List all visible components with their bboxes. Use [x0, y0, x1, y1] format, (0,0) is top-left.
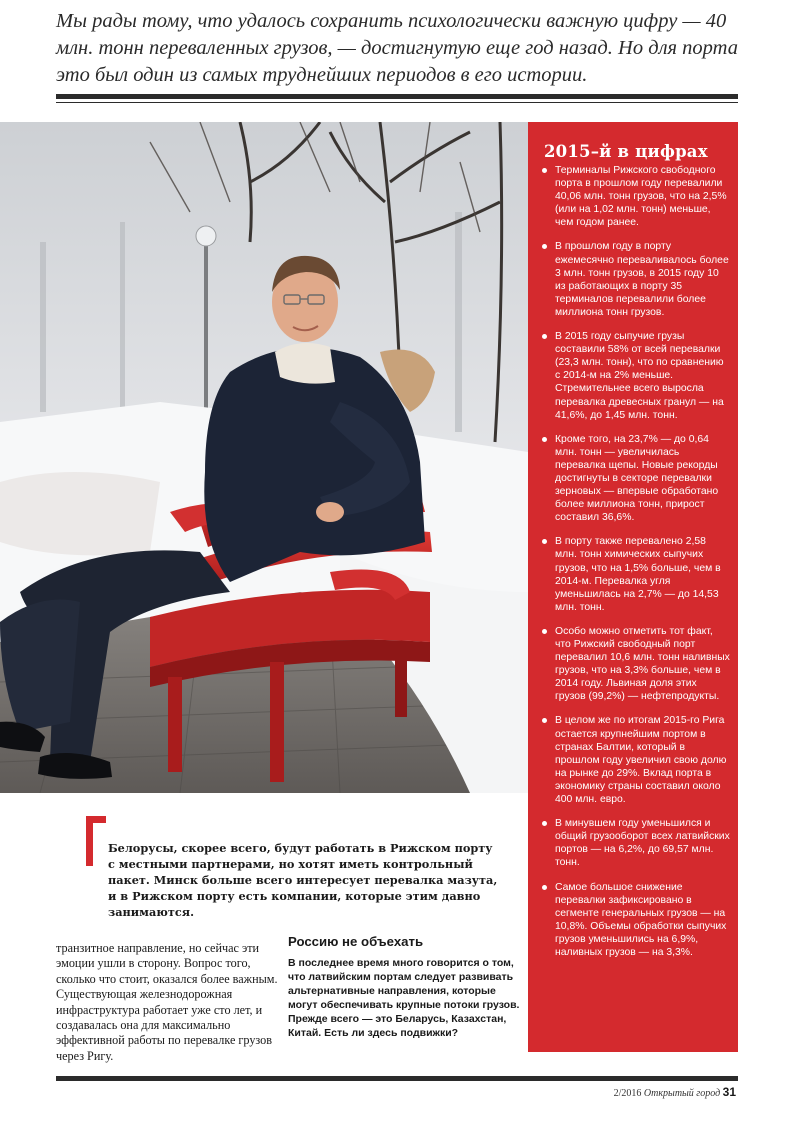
list-item: Терминалы Рижского свободного порта в прошлом году перевалили 40,06 млн. тонн грузов, что на 2,5% (или на 1,02 млн. тонн) меньше, чем годом ранее. — [540, 164, 730, 229]
facts-list — [540, 164, 730, 970]
list-item: В минувшем году уменьшился и общий грузооборот всех латвийских портов — на 6,2%, до 69,57 млн. тонн. — [540, 817, 730, 869]
body-text-left: транзитное направление, но сейчас эти эмоции ушли в сторону. Вопрос того, сколько что стоит, оказался более важным. Существующая железнодорожная инфраструктура работает уже сто лет, и создавалась она для максимально эффективной работы по перевалке грузов через Ригу. — [56, 941, 278, 1063]
sidebar-title: 2015–й в цифрах — [544, 142, 708, 161]
issue-number: 2/2016 — [613, 1088, 642, 1099]
list-item: В 2015 году сыпучие грузы составили 58% от всей перевалки (23,3 млн. тонн), что по сравнению с 2014-м на 2% меньше. Стремительнее всего выросла перевалка древесных гранул — на 41,6%, до 1,45 млн. тонн. — [540, 330, 730, 422]
quote-bracket-icon — [86, 816, 106, 866]
page-number: 31 — [722, 1085, 736, 1099]
bottom-rule — [56, 1076, 738, 1081]
list-item: Особо можно отметить тот факт, что Рижский свободный порт перевалил 10,6 млн. тонн наливных грузов, что на 3,3% больше, чем в 2014 году. Львиная доля этих грузов (99,2%) — нефтепродукты. — [540, 625, 730, 704]
list-item: В прошлом году в порту ежемесячно переваливалось более 3 млн. тонн грузов, в 2015 году 10 из работающих в порту 35 терминалов перевалили более миллиона тонн грузов. — [540, 240, 730, 319]
top-rule — [56, 94, 738, 99]
list-item: В целом же по итогам 2015-го Рига остается крупнейшим портом в странах Балтии, который в прошлом году увеличил свою долю на рынке до 29%. Вклад порта в экономику страны составил около 400 млн. евро. — [540, 714, 730, 806]
page-footer — [614, 1085, 736, 1099]
subheading: Россию не объехать — [288, 934, 424, 949]
body-text-right: В последнее время много говорится о том, что латвийским портам следует развивать альтернативные направления, которые могут обеспечивать крупные потоки грузов. Прежде всего — это Беларусь, Казахстан, Китай. Есть ли здесь подвижки? — [288, 957, 520, 1040]
pull-quote-text: Белорусы, скорее всего, будут работать в Рижском порту с местными партнерами, но хотят иметь контрольный пакет. Минск больше всего интересует перевалка мазута, и в Рижском порту есть компании, которые этим давно занимаются. — [108, 841, 498, 919]
facts-sidebar — [528, 122, 738, 1052]
top-rule-thin — [56, 102, 738, 103]
list-item: В порту также перевалено 2,58 млн. тонн химических сыпучих грузов, что на 1,5% больше, чем в 2014-м. Перевалка угля уменьшилась на 2,7% — до 14,53 млн. тонн. — [540, 535, 730, 614]
list-item: Кроме того, на 23,7% — до 0,64 млн. тонн — увеличилась перевалка щепы. Новые рекорды достигнуты в секторе перевалки зерновых — впервые обработано более миллиона тонн, прирост составил 36,6%. — [540, 433, 730, 525]
portrait-photo — [0, 122, 528, 793]
list-item: Самое большое снижение перевалки зафиксировано в сегменте генеральных грузов — на 10,8%. Объемы обработки сыпучих грузов уменьшились на 6,9%, наливных грузов — на 3,3%. — [540, 881, 730, 960]
magazine-name: Открытый город — [643, 1088, 721, 1099]
lead-quote: Мы рады тому, что удалось сохранить психологически важную цифру — 40 млн. тонн переваленных грузов, — достигнутую еще год назад. Но для порта это был один из самых труднейших периодов в его истории. — [56, 10, 738, 86]
